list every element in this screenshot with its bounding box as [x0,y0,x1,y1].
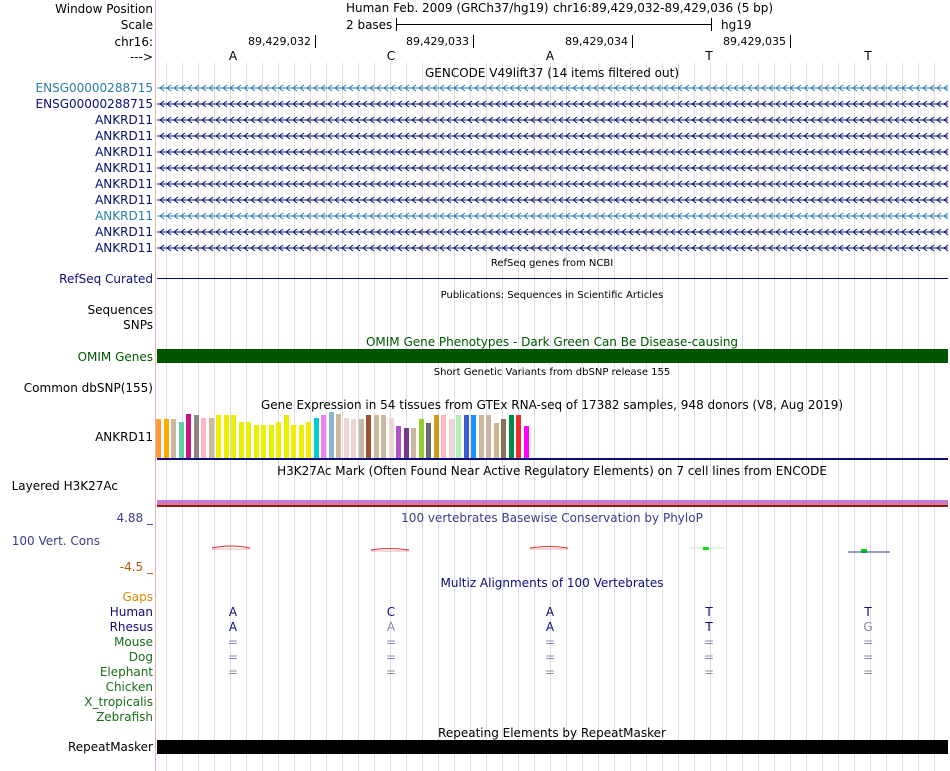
gtex-tissue-bar[interactable] [516,415,521,458]
omim-track-title: OMIM Gene Phenotypes - Dark Green Can Be Disease-causing [365,335,739,349]
repeatmasker-element[interactable] [157,740,948,754]
coordinate-tick [315,35,316,48]
coordinate-tick [790,35,791,48]
gencode-item-label[interactable]: ANKRD11 [95,225,153,239]
reference-base: A [545,49,555,63]
gencode-item-label[interactable]: ENSG00000288715 [35,97,153,111]
alignment-base: T [705,605,713,619]
alignment-base: = [544,635,556,649]
gencode-item-label[interactable]: ANKRD11 [95,113,153,127]
snps-label[interactable]: SNPs [123,318,153,332]
gtex-tissue-bar[interactable] [419,419,424,458]
gencode-item-label[interactable]: ANKRD11 [95,161,153,175]
species-label[interactable]: Chicken [105,680,153,694]
gtex-gene-line[interactable] [157,458,948,460]
alignment-base: = [703,665,715,679]
gencode-transcript-line[interactable] [0,211,950,221]
reference-base: C [386,49,396,63]
species-label[interactable]: Human [109,605,153,619]
gtex-tissue-bar[interactable] [449,419,454,458]
alignment-base: T [864,605,872,619]
coordinate-label: 89,429,032 [248,35,311,48]
gtex-tissue-bar[interactable] [299,425,304,458]
gtex-tissue-bar[interactable] [381,415,386,458]
gtex-tissue-bar[interactable] [471,415,476,458]
gtex-tissue-bar[interactable] [194,415,199,458]
reference-base: A [228,49,238,63]
dbsnp-track-title: Short Genetic Variants from dbSNP release 155 [433,367,671,378]
omim-phenotype-bar[interactable] [157,349,948,363]
refseq-label[interactable]: RefSeq Curated [59,272,153,286]
species-label[interactable]: X_tropicalis [84,695,153,709]
gtex-tissue-bar[interactable] [509,415,514,458]
repeatmasker-label[interactable]: RepeatMasker [67,740,153,754]
refseq-track-title: RefSeq genes from NCBI [490,258,614,269]
phylop-min-label: -4.5 _ [119,560,153,574]
scale-bar-right-end [711,18,712,31]
gtex-tissue-bar[interactable] [186,414,191,458]
gtex-tissue-bar[interactable] [269,425,274,458]
gtex-tissue-bar[interactable] [329,412,334,458]
alignment-base: A [545,605,555,619]
phylop-peak-3 [530,547,568,549]
gencode-track-title: GENCODE V49lift37 (14 items filtered out) [424,66,679,80]
alignment-base: = [227,650,239,664]
gtex-tissue-bar[interactable] [486,415,491,458]
dbsnp-label[interactable]: Common dbSNP(155) [23,381,153,395]
gencode-item-label[interactable]: ENSG00000288715 [35,81,153,95]
gencode-item-label[interactable]: ANKRD11 [95,129,153,143]
alignment-base: = [862,635,874,649]
gtex-label[interactable]: ANKRD11 [95,430,153,444]
alignment-base: = [544,650,556,664]
h3k27ac-label[interactable]: Layered H3K27Ac [11,479,118,493]
window-position-label: Window Position [55,2,153,16]
alignment-base: = [227,635,239,649]
gtex-tissue-bar[interactable] [374,415,379,458]
repeatmasker-track-title: Repeating Elements by RepeatMasker [438,726,666,740]
gencode-transcript-line[interactable] [0,147,950,157]
gtex-tissue-bar[interactable] [389,418,394,458]
gtex-tissue-bar[interactable] [404,428,409,458]
alignment-base: = [862,665,874,679]
phylop-signal [0,540,950,560]
alignment-base: = [703,635,715,649]
phylop-max-label: 4.88 _ [116,511,153,525]
alignment-base: = [703,650,715,664]
gaps-label[interactable]: Gaps [122,590,153,604]
phylop-track-title: 100 vertebrates Basewise Conservation by PhyloP [401,511,703,525]
alignment-base: = [385,635,397,649]
gencode-transcript-line[interactable] [0,195,950,205]
gtex-tissue-bar[interactable] [231,415,236,458]
db-text: hg19 [721,18,752,32]
gtex-tissue-bar[interactable] [434,415,439,458]
alignment-base: = [544,665,556,679]
gtex-tissue-bar[interactable] [164,419,169,458]
alignment-base: A [386,620,396,634]
gencode-transcript-line[interactable] [0,115,950,125]
gtex-tissue-bar[interactable] [411,428,416,458]
gtex-tissue-bar[interactable] [239,422,244,458]
alignment-base: = [227,665,239,679]
reference-base: T [864,49,872,63]
gencode-transcript-line[interactable] [0,131,950,141]
gencode-transcript-line[interactable] [0,243,950,253]
species-label[interactable]: Zebrafish [96,710,153,724]
gencode-transcript-line[interactable] [0,163,950,173]
gtex-tissue-bar[interactable] [314,418,319,458]
phylop-peak-1 [212,546,250,548]
scale-text: 2 bases [346,18,393,32]
gtex-tissue-bar[interactable] [209,418,214,458]
gtex-tissue-bar[interactable] [321,415,326,458]
gtex-tissue-bar[interactable] [246,422,251,458]
h3k27ac-signal-red [157,505,948,507]
gtex-tissue-bar[interactable] [396,426,401,458]
gtex-tissue-bar[interactable] [306,422,311,458]
publications-track-title: Publications: Sequences in Scientific Articles [440,290,664,301]
gtex-tissue-bar[interactable] [261,425,266,458]
alignment-base: C [386,605,396,619]
coordinate-tick [473,35,474,48]
gtex-tissue-bar[interactable] [456,415,461,458]
alignment-base: T [705,620,713,634]
gtex-tissue-bar[interactable] [284,415,289,458]
gtex-tissue-bar[interactable] [351,419,356,458]
gtex-tissue-bar[interactable] [494,423,499,458]
phylop-label[interactable]: 100 Vert. Cons [11,534,100,548]
gtex-tissue-bar[interactable] [276,422,281,458]
coordinate-label: 89,429,033 [406,35,469,48]
omim-label[interactable]: OMIM Genes [77,350,153,364]
coordinate-tick [632,35,633,48]
alignment-base: = [385,650,397,664]
h3k27ac-track-title: H3K27Ac Mark (Often Found Near Active Regulatory Elements) on 7 cell lines from ENCODE [277,464,827,478]
gencode-item-label[interactable]: ANKRD11 [95,145,153,159]
arrow-label: ---> [129,50,153,64]
gtex-tissue-bar[interactable] [201,418,206,458]
gtex-track-title: Gene Expression in 54 tissues from GTEx RNA-seq of 17382 samples, 948 donors (V8, Aug 2019) [260,398,844,412]
gtex-tissue-bar[interactable] [359,419,364,458]
alignment-base: = [385,665,397,679]
scale-label: Scale [120,18,153,32]
position-text: chr16:89,429,032-89,429,036 (5 bp) [553,1,774,15]
multiz-track-title: Multiz Alignments of 100 Vertebrates [440,576,664,590]
sequences-label[interactable]: Sequences [87,303,153,317]
gtex-tissue-bar[interactable] [501,419,506,458]
alignment-base: A [228,605,238,619]
gencode-transcript-line[interactable] [0,179,950,189]
species-label[interactable]: Elephant [99,665,153,679]
scale-bar [396,24,712,25]
scale-bar-left-end [396,18,397,31]
gtex-tissue-bar[interactable] [441,415,446,458]
gtex-tissue-bar[interactable] [254,425,259,458]
gtex-tissue-bar[interactable] [426,423,431,458]
gtex-tissue-bar[interactable] [156,419,161,458]
gtex-tissue-bar[interactable] [179,422,184,458]
gtex-tissue-bar[interactable] [479,415,484,458]
gtex-tissue-bar[interactable] [291,425,296,458]
gencode-item-label[interactable]: ANKRD11 [95,241,153,255]
alignment-base: = [862,650,874,664]
gencode-item-label[interactable]: ANKRD11 [95,177,153,191]
gencode-transcript-line[interactable] [0,99,950,109]
coordinate-label: 89,429,035 [723,35,786,48]
gtex-tissue-bar[interactable] [336,414,341,458]
alignment-base: A [545,620,555,634]
assembly-text: Human Feb. 2009 (GRCh37/hg19) [346,1,549,15]
species-label[interactable]: Mouse [114,635,153,649]
gencode-item-label[interactable]: ANKRD11 [95,209,153,223]
gtex-tissue-bar[interactable] [344,418,349,458]
chrom-label: chr16: [114,35,153,49]
gencode-item-label[interactable]: ANKRD11 [95,193,153,207]
reference-base: T [705,49,713,63]
alignment-base: G [863,620,873,634]
species-label[interactable]: Dog [128,650,153,664]
gtex-tissue-bar[interactable] [464,415,469,458]
gtex-tissue-bar[interactable] [366,415,371,458]
phylop-peak-2 [371,549,409,551]
coordinate-label: 89,429,034 [565,35,628,48]
refseq-gene-line[interactable] [157,278,948,279]
phylop-mark-4 [703,547,709,550]
gencode-transcript-line[interactable] [0,83,950,93]
gtex-tissue-bar[interactable] [171,419,176,458]
gtex-tissue-bar[interactable] [216,415,221,458]
gtex-tissue-bar[interactable] [224,415,229,458]
gencode-transcript-line[interactable] [0,227,950,237]
gtex-tissue-bar[interactable] [524,426,529,458]
species-label[interactable]: Rhesus [109,620,153,634]
alignment-base: A [228,620,238,634]
